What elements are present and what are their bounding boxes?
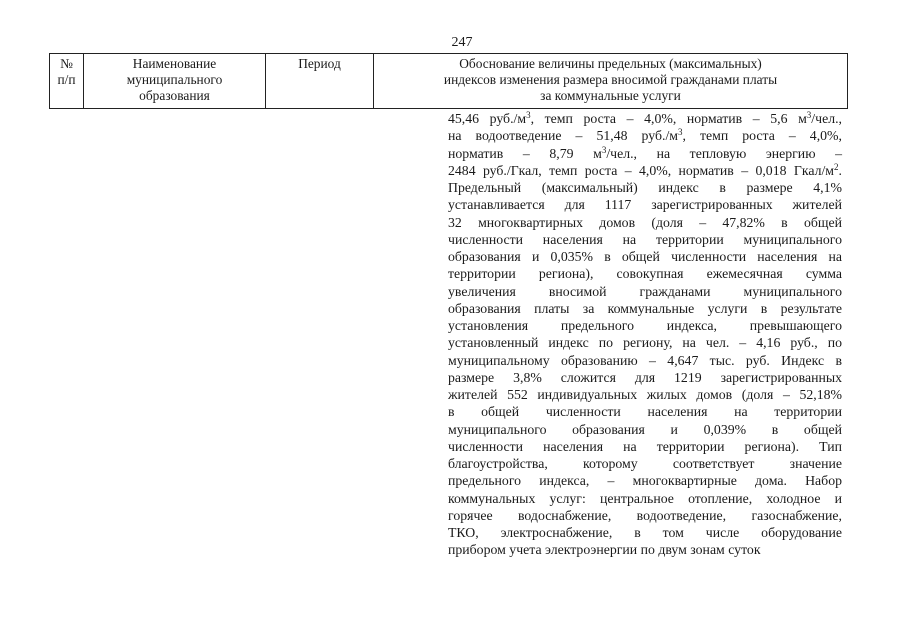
text-line: размере 3,8% сложится для 1219 зарегистрированных [448,369,842,385]
text-line: в общей численности населения на территории [448,404,842,420]
justification-text [448,110,842,559]
text-line: устанавливается для 1117 зарегистрированных жителей [448,197,842,213]
text-line: численности населения на территории муниципального [448,231,842,247]
text-line: норматив – 8,79 $м^3$/чел., на тепловую энергию – [448,144,842,161]
table-header [49,53,848,109]
text-line: 32 многоквартирных домов (доля – 47,82% в общей [448,214,842,230]
text-line: 2484 руб./Гкал, темп роста – 4,0%, норматив – 0,018 Гкал/$м^2$. [448,161,842,178]
header-cell-municipality: Наименование муниципального образования [84,54,266,109]
text-line: образования и 0,035% в общей численности населения на [448,249,842,264]
text-line: благоустройства, которому соответствует значение [448,456,842,471]
text-line: численности населения на территории региона). Тип [448,438,842,454]
text-line: муниципального образования и 0,039% в общей [448,421,842,437]
text-line: образования платы за коммунальные услуги в результате [448,300,842,316]
text-line: территории региона), совокупная ежемесячная сумма [448,266,842,282]
page-number: 247 [451,35,473,50]
text-line: горячее водоснабжение, водоотведение, газоснабжение, [448,507,842,523]
text-line: на водоотведение – 51,48 $руб./м^3$, темп роста – 4,0%, [448,127,842,144]
text-line: предельного индекса, – многоквартирные дома. Набор [448,473,842,489]
text-line: муниципальному образованию – 4,647 тыс. руб. Индекс в [448,352,842,368]
text-line: коммунальных услуг: центральное отопление, холодное и [448,490,842,506]
text-line: установленный индекс по региону, на чел. – 4,16 руб., по [448,335,842,351]
header-cell-number: № п/п [50,54,84,109]
text-line: ТКО, электроснабжение, в том числе оборудование [448,525,842,540]
header-cell-justification: Обоснование величины предельных (максимальных) индексов изменения размера вносимой гражданами платы за коммунальные услуги [374,54,848,109]
text-line: жителей 552 индивидуальных жилых домов (доля – 52,18% [448,387,842,402]
header-cell-period: Период [266,54,374,109]
text-line: прибором учета электроэнергии по двум зонам суток [448,542,761,558]
text-line: увеличения вносимой гражданами муниципального [448,283,842,299]
text-line: Предельный (максимальный) индекс в размере 4,1% [448,180,842,195]
text-line: установления предельного индекса, превышающего [448,318,842,333]
text-line: 45,46 $руб./м^3$, темп роста – 4,0%, норматив – 5,6 $м^3$/чел., [448,110,842,126]
